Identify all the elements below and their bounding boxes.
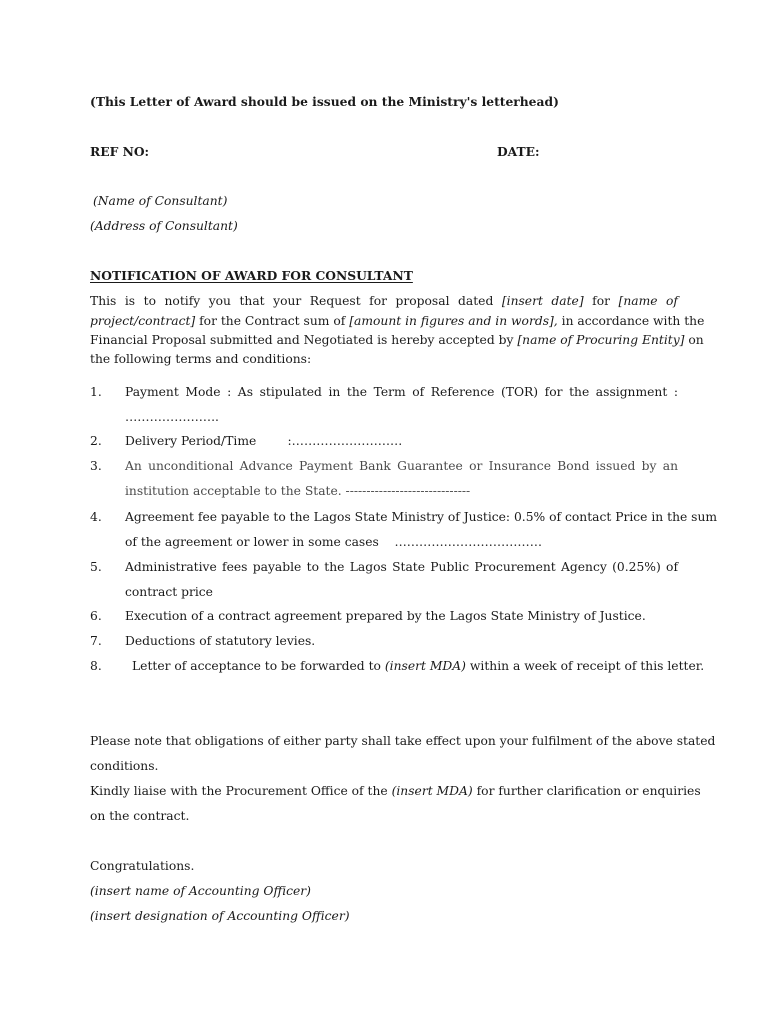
item-text: Deductions of statutory levies. — [125, 634, 316, 648]
item-text: Agreement fee payable to the Lagos State Ministry of Justice: 0.5% of contact Price in the sum — [125, 510, 718, 524]
item-number: 5. — [90, 560, 102, 574]
officer-name: (insert name of Accounting Officer) — [90, 884, 311, 898]
liaise-line-1: Kindly liaise with the Procurement Office of the (insert MDA) for further clarification or enquiries — [90, 784, 701, 798]
item-text-continued: institution acceptable to the State. ------------------------------ — [125, 484, 471, 498]
header-note: (This Letter of Award should be issued on the Ministry's letterhead) — [90, 94, 559, 109]
intro-line-3: Financial Proposal submitted and Negotiated is hereby accepted by [name of Procuring Entity] on — [90, 333, 704, 347]
officer-designation: (insert designation of Accounting Officer) — [90, 909, 350, 923]
item-number: 3. — [90, 459, 102, 473]
item-text-continued: ………………….. — [125, 410, 219, 424]
notification-title: NOTIFICATION OF AWARD FOR CONSULTANT — [90, 268, 413, 283]
item-text: Administrative fees payable to the Lagos State Public Procurement Agency (0.25%) of — [125, 560, 678, 574]
intro-line-1: This is to notify you that your Request for proposal dated [insert date] for [name of — [90, 294, 678, 308]
item-text: An unconditional Advance Payment Bank Guarantee or Insurance Bond issued by an — [125, 459, 678, 473]
note-line-1: Please note that obligations of either party shall take effect upon your fulfilment of the above stated — [90, 734, 716, 748]
item-text: Letter of acceptance to be forwarded to (insert MDA) within a week of receipt of this letter. — [132, 659, 705, 673]
liaise-line-2: on the contract. — [90, 809, 190, 823]
item-number: 2. — [90, 434, 102, 448]
congratulations: Congratulations. — [90, 859, 195, 873]
item-text: Payment Mode : As stipulated in the Term of Reference (TOR) for the assignment : — [125, 385, 678, 399]
item-text: Execution of a contract agreement prepared by the Lagos State Ministry of Justice. — [125, 609, 646, 623]
intro-line-4: the following terms and conditions: — [90, 352, 312, 366]
item-number: 8. — [90, 659, 102, 673]
ref-no-label: REF NO: — [90, 144, 150, 159]
item-text-continued: of the agreement or lower in some cases ……………………………… — [125, 535, 543, 549]
item-number: 4. — [90, 510, 102, 524]
item-number: 6. — [90, 609, 102, 623]
intro-line-2: project/contract] for the Contract sum of [amount in figures and in words], in accordance with the — [90, 314, 705, 328]
consultant-name: (Name of Consultant) — [93, 194, 228, 208]
item-number: 7. — [90, 634, 102, 648]
note-line-2: conditions. — [90, 759, 159, 773]
item-number: 1. — [90, 385, 102, 399]
item-text-continued: contract price — [125, 585, 213, 599]
date-label: DATE: — [497, 144, 540, 159]
item-text: Delivery Period/Time :……………………… — [125, 434, 403, 448]
consultant-address: (Address of Consultant) — [90, 219, 238, 233]
